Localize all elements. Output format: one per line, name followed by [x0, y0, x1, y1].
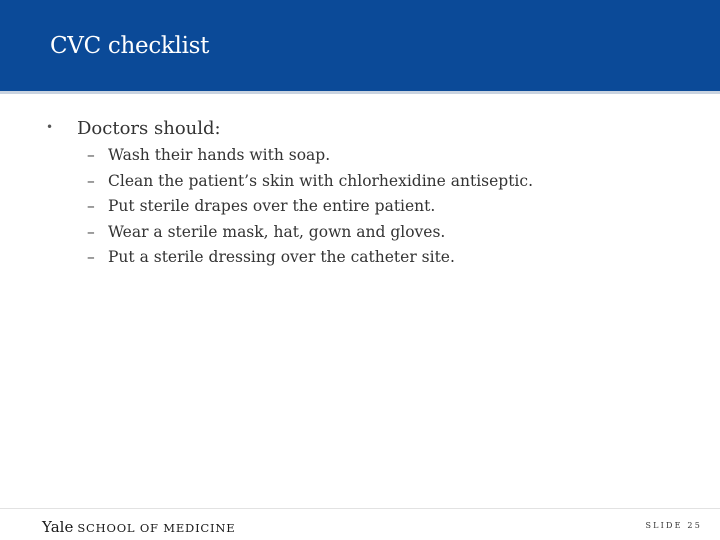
dash-marker: –: [87, 222, 95, 241]
slide-number: SLIDE 25: [645, 521, 702, 530]
bullet-item: [46, 118, 221, 139]
list-item: [87, 247, 533, 273]
logo-school-text: SCHOOL OF MEDICINE: [77, 521, 236, 535]
list-item: [87, 222, 533, 248]
list-item-text: Put sterile drapes over the entire patient.: [108, 197, 436, 215]
bullet-text: Doctors should:: [77, 118, 221, 139]
slide-title: CVC checklist: [50, 33, 210, 59]
title-bar: [0, 0, 720, 94]
dash-marker: –: [87, 146, 95, 164]
yale-school-of-medicine-logo: [42, 517, 235, 536]
dash-marker: –: [87, 171, 95, 190]
list-item-text: Put a sterile dressing over the catheter site.: [108, 248, 455, 266]
list-item: [87, 171, 533, 197]
footer-divider: [0, 508, 720, 509]
logo-yale-text: Yale: [42, 518, 74, 536]
list-item-text: Clean the patient’s skin with chlorhexidine antiseptic.: [108, 171, 534, 190]
bullet-marker: •: [46, 120, 54, 134]
list-item-text: Wear a sterile mask, hat, gown and gloves.: [108, 222, 446, 241]
list-item-text: Wash their hands with soap.: [108, 146, 331, 164]
list-item: [87, 145, 533, 171]
sub-bullet-list: [87, 145, 533, 273]
dash-marker: –: [87, 248, 95, 266]
list-item: [87, 196, 533, 222]
dash-marker: –: [87, 197, 95, 215]
